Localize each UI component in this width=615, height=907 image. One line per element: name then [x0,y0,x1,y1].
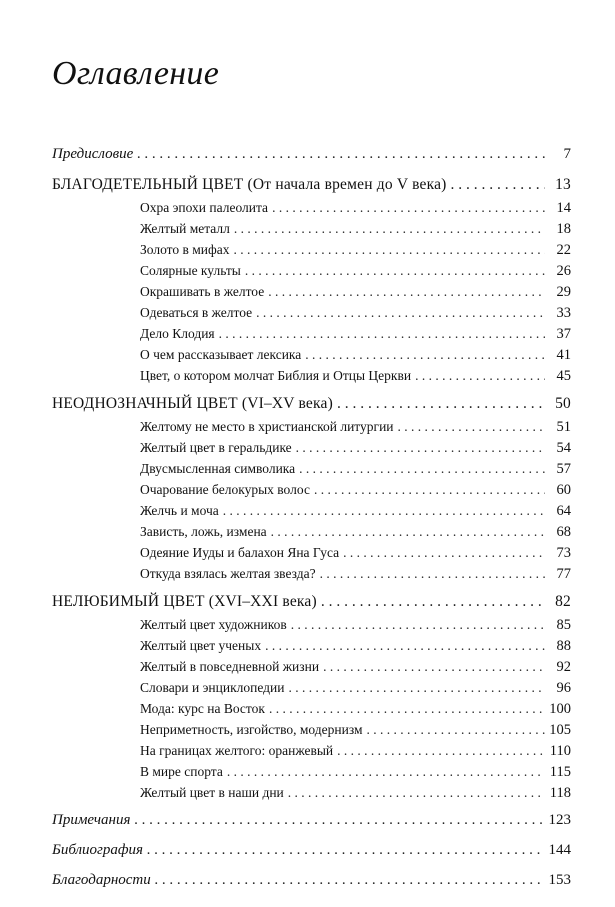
toc-entry-title: НЕОДНОЗНАЧНЫЙ ЦВЕТ (VI–XV века) [52,395,333,412]
toc-chapter[interactable] [52,395,571,419]
toc-page-number: 92 [556,659,571,675]
toc-entry-title: Неприметность, изгойство, модернизм [140,722,363,737]
toc-section[interactable] [52,842,571,866]
toc-entry[interactable] [52,326,571,347]
toc-page-number: 37 [556,326,571,342]
toc-entry-title: Предисловие [52,146,134,162]
dot-leader [234,242,546,258]
dot-leader [137,146,545,163]
toc-entry[interactable] [52,221,571,242]
dot-leader [223,503,545,519]
dot-leader [291,617,545,633]
toc-page-number: 33 [556,305,571,321]
dot-leader [134,812,544,829]
toc-page-number: 153 [548,872,571,888]
dot-leader [451,176,545,194]
dot-leader [314,482,545,498]
toc-entry-title: Охра эпохи палеолита [140,200,269,215]
dot-leader [245,263,545,279]
toc-entry-title: НЕЛЮБИМЫЙ ЦВЕТ (XVI–XXI века) [52,593,317,610]
toc-section[interactable] [52,812,571,836]
toc-page-number: 68 [556,524,571,540]
toc-entry-title: Окрашивать в желтое [140,284,265,299]
toc-entry[interactable] [52,524,571,545]
dot-leader [398,419,545,435]
toc-page-number: 29 [556,284,571,300]
dot-leader [367,722,545,738]
toc-page-number: 14 [556,200,571,216]
toc-section[interactable] [52,146,571,170]
toc-entry[interactable] [52,545,571,566]
dot-leader [299,461,545,477]
toc-page-number: 96 [556,680,571,696]
toc-entry[interactable] [52,701,571,722]
toc-page-number: 22 [556,242,571,258]
toc-entry-title: Мода: курс на Восток [140,701,265,716]
toc-page-number: 60 [556,482,571,498]
toc-page-number: 88 [556,638,571,654]
dot-leader [288,785,545,801]
dot-leader [265,638,545,654]
toc-page-number: 115 [549,764,571,780]
toc-page-number: 77 [556,566,571,582]
toc-page-number: 57 [556,461,571,477]
dot-leader [234,221,545,237]
toc-entry-title: Словари и энциклопедии [140,680,285,695]
toc-page-number: 13 [555,176,571,193]
toc-entry[interactable] [52,764,571,785]
toc-page-number: 73 [556,545,571,561]
dot-leader [271,524,545,540]
dot-leader [268,284,545,300]
toc-page-number: 64 [556,503,571,519]
toc-entry-title: Цвет, о котором молчат Библия и Отцы Церкви [140,368,412,383]
toc-entry[interactable] [52,743,571,764]
dot-leader [147,842,544,859]
toc-entry-title: Благодарности [52,872,151,888]
toc-entry[interactable] [52,482,571,503]
toc-entry-title: Желтый цвет ученых [140,638,262,653]
toc-chapter[interactable] [52,593,571,617]
toc-entry[interactable] [52,305,571,326]
toc-entry[interactable] [52,242,571,263]
toc-entry[interactable] [52,680,571,701]
dot-leader [227,764,545,780]
toc-entry[interactable] [52,785,571,806]
toc-page-number: 105 [549,722,571,738]
toc-entry[interactable] [52,638,571,659]
toc-entry[interactable] [52,263,571,284]
toc-entry-title: Одеваться в желтое [140,305,253,320]
toc-entry[interactable] [52,440,571,461]
toc-page-number: 51 [556,419,571,435]
table-of-contents [52,146,571,896]
toc-page-number: 26 [556,263,571,279]
dot-leader [296,440,545,456]
toc-entry[interactable] [52,347,571,368]
toc-page-number: 100 [549,701,571,717]
toc-entry[interactable] [52,461,571,482]
dot-leader [155,872,545,889]
toc-page-number: 45 [556,368,571,384]
page-title: Оглавление [52,54,220,92]
toc-page-number: 50 [555,395,571,412]
toc-entry-title: Зависть, ложь, измена [140,524,267,539]
toc-entry-title: В мире спорта [140,764,223,779]
toc-entry[interactable] [52,659,571,680]
dot-leader [323,659,545,675]
dot-leader [320,566,545,582]
toc-entry-title: Желтый металл [140,221,230,236]
toc-entry-title: О чем рассказывает лексика [140,347,302,362]
toc-entry[interactable] [52,617,571,638]
toc-entry-title: Желтому не место в христианской литургии [140,419,394,434]
toc-entry[interactable] [52,284,571,305]
toc-entry-title: Примечания [52,812,131,828]
toc-page-number: 110 [549,743,571,759]
toc-entry-title: Желтый цвет художников [140,617,287,632]
toc-entry[interactable] [52,566,571,587]
dot-leader [272,200,545,216]
dot-leader [269,701,545,717]
dot-leader [305,347,545,363]
toc-entry-title: Очарование белокурых волос [140,482,310,497]
toc-entry[interactable] [52,503,571,524]
dot-leader [289,680,546,696]
toc-entry[interactable] [52,200,571,221]
toc-page-number: 123 [548,812,571,828]
toc-entry-title: Дело Клодия [140,326,215,341]
dot-leader [415,368,545,384]
toc-page-number: 85 [556,617,571,633]
toc-entry-title: На границах желтого: оранжевый [140,743,334,758]
toc-entry-title: Желтый в повседневной жизни [140,659,320,674]
toc-entry[interactable] [52,722,571,743]
dot-leader [343,545,545,561]
toc-entry[interactable] [52,368,571,389]
toc-page-number: 7 [563,146,571,162]
toc-chapter[interactable] [52,176,571,200]
toc-entry-title: Желтый цвет в геральдике [140,440,292,455]
toc-entry-title: Солярные культы [140,263,241,278]
toc-entry-title: Откуда взялась желтая звезда? [140,566,316,581]
dot-leader [256,305,545,321]
toc-entry-title: Золото в мифах [140,242,230,257]
toc-page-number: 82 [555,593,571,610]
toc-page-number: 41 [556,347,571,363]
toc-section[interactable] [52,872,571,896]
toc-page-number: 18 [556,221,571,237]
dot-leader [219,326,545,342]
dot-leader [337,743,545,759]
toc-entry[interactable] [52,419,571,440]
toc-entry-title: Желчь и моча [140,503,219,518]
dot-leader [337,395,545,413]
toc-page-number: 54 [556,440,571,456]
toc-entry-title: Двусмысленная символика [140,461,296,476]
toc-page-number: 144 [548,842,571,858]
toc-entry-title: Библиография [52,842,144,858]
toc-entry-title: Желтый цвет в наши дни [140,785,284,800]
dot-leader [321,593,545,611]
toc-page-number: 118 [549,785,571,801]
toc-entry-title: БЛАГОДЕТЕЛЬНЫЙ ЦВЕТ (От начала времен до V века) [52,176,447,193]
toc-entry-title: Одеяние Иуды и балахон Яна Гуса [140,545,340,560]
